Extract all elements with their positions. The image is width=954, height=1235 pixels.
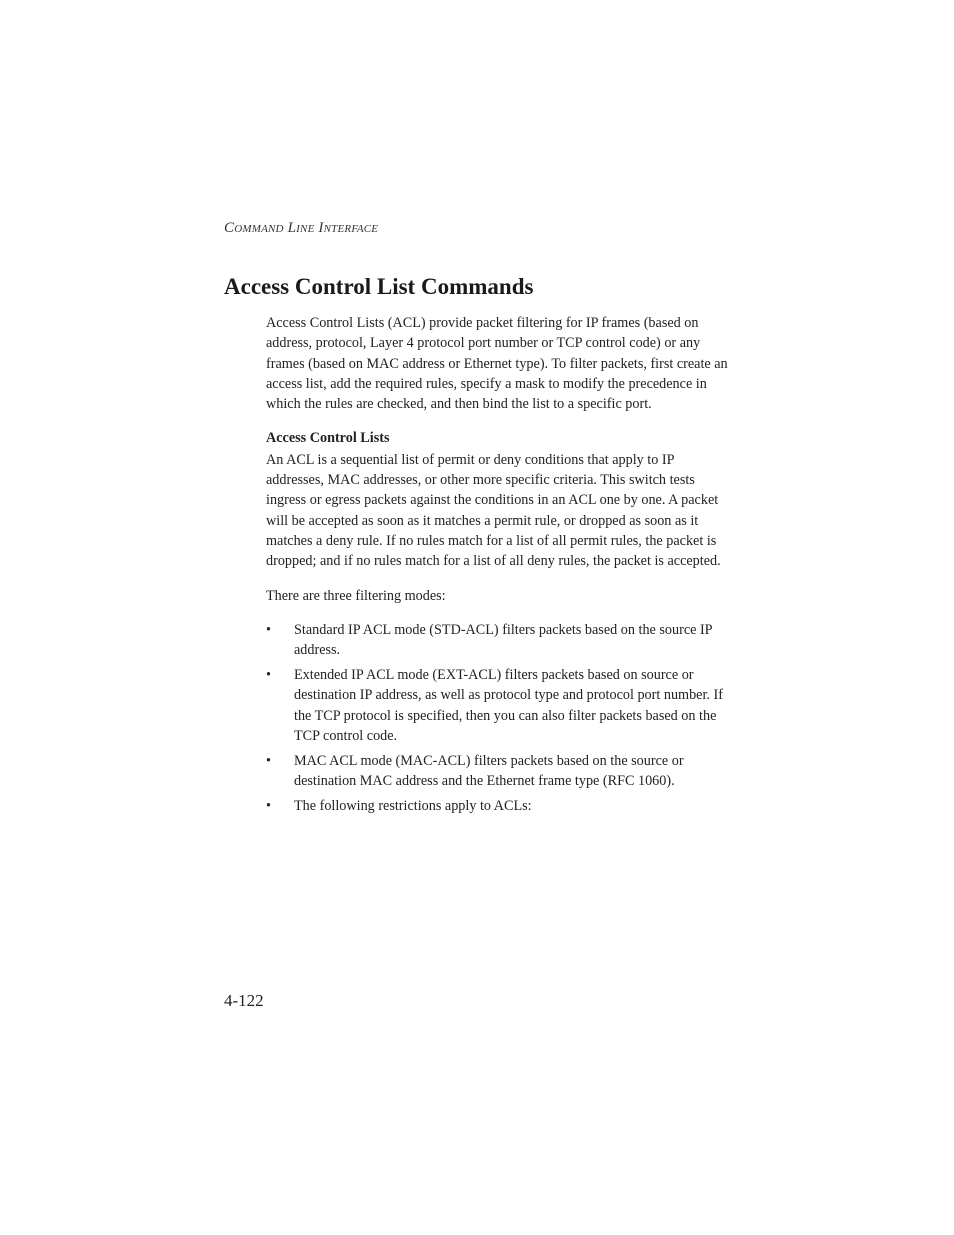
intro-paragraph: Access Control Lists (ACL) provide packet filtering for IP frames (based on address, protocol, Layer 4 protocol port number or TCP control code) or any frames (based on MAC address or Ethernet type). To filter packets, first create an access list, add the required rules, specify a mask to modify the precedence in which the rules are checked, and then bind the list to a specific port. xyxy=(266,315,728,413)
list-item xyxy=(266,751,732,792)
acl-description-paragraph: An ACL is a sequential list of permit or deny conditions that apply to IP addresses, MAC addresses, or other more specific criteria. This switch tests ingress or egress packets against the conditions in an ACL one by one. A packet will be accepted as soon as it matches a permit rule, or dropped as soon as it matches a deny rule. If no rules match for a list of all permit rules, the packet is dropped; and if no rules match for a list of all deny rules, the packet is accepted. xyxy=(266,451,721,570)
list-item-text: MAC ACL mode (MAC-ACL) filters packets based on the source or destination MAC address and the Ethernet frame type (RFC 1060). xyxy=(294,752,684,789)
list-item xyxy=(266,796,732,816)
subsection-heading: Access Control Lists xyxy=(266,430,390,447)
list-item-text: The following restrictions apply to ACLs: xyxy=(294,797,532,814)
running-header: Command Line Interface xyxy=(224,220,379,236)
list-item-text: Standard IP ACL mode (STD-ACL) filters packets based on the source IP address. xyxy=(294,621,713,659)
main-content xyxy=(266,313,732,821)
filtering-modes-list xyxy=(266,620,732,816)
bullet-icon: • xyxy=(266,666,271,683)
bullet-icon: • xyxy=(266,621,271,638)
list-item-text: Extended IP ACL mode (EXT-ACL) filters packets based on source or destination IP address, as well as protocol type and protocol port number. If the TCP protocol is specified, then you can also filter packets based on the TCP control code. xyxy=(294,666,723,744)
filtering-modes-intro: There are three filtering modes: xyxy=(266,587,446,604)
list-item xyxy=(266,665,732,746)
page-title: Access Control List Commands xyxy=(224,274,534,299)
bullet-icon: • xyxy=(266,797,271,814)
page-number: 4-122 xyxy=(224,991,264,1010)
bullet-icon: • xyxy=(266,752,271,769)
list-item xyxy=(266,620,732,661)
